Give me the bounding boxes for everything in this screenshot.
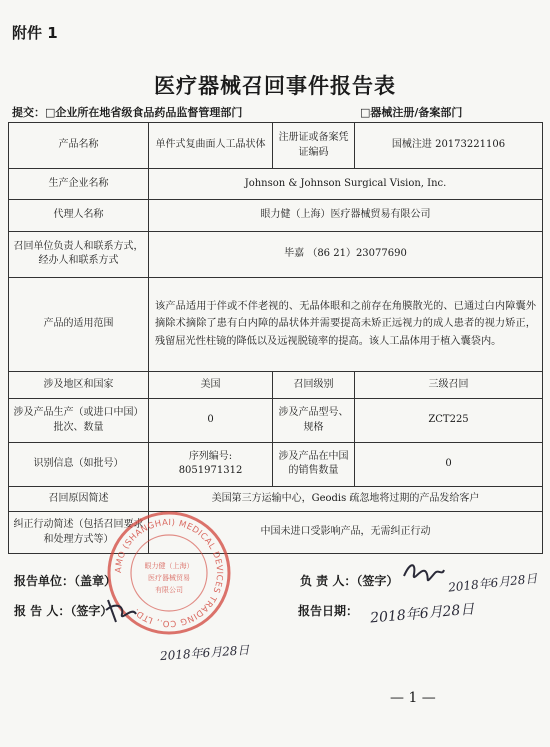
region-label: 涉及地区和国家 <box>9 371 149 398</box>
reporter-signature <box>102 592 142 628</box>
serial-label: 序列编号: <box>188 450 233 462</box>
report-date-handwritten: 2018年6月28日 <box>369 601 475 627</box>
product-name-value: 单件式复曲面人工晶状体 <box>149 123 273 169</box>
agent-label: 代理人名称 <box>9 200 149 231</box>
reporter-label: 报 告 人：（签字） <box>14 604 113 618</box>
reporter-signature-date: 2018年6月28日 <box>159 642 250 664</box>
scope-value: 该产品适用于伴或不伴老视的、无晶体眼和之前存在角膜散光的、已通过白内障囊外摘除术摘除了患有白内障的晶状体并需要提高未矫正远视力的成人患者的视力矫正，残留屈光性柱镜的降低以及远视脱镜率的提高。该人工晶体用于植入囊袋内。 <box>149 277 543 371</box>
registration-value: 国械注进 20173221106 <box>355 123 543 169</box>
responsible-signature <box>400 556 448 592</box>
batch-value: 0 <box>149 399 273 443</box>
submit-to-provincial-checkbox[interactable]: 提交：□企业所在地省级食品药品监督管理部门 <box>12 106 243 119</box>
responsible-signature-date: 2018年6月28日 <box>447 571 538 595</box>
svg-text:眼力健（上海）: 眼力健（上海） <box>144 562 194 570</box>
reporting-unit-label: 报告单位：（盖章） <box>14 574 117 588</box>
manufacturer-value: Johnson & Johnson Surgical Vision, Inc. <box>149 169 543 200</box>
recall-report-table <box>8 122 543 554</box>
corrective-action-value: 中国未进口受影响产品，无需纠正行动 <box>149 512 543 554</box>
contact-label: 召回单位负责人和联系方式，经办人和联系方式 <box>9 231 149 277</box>
id-info-label: 识别信息（如批号） <box>9 443 149 487</box>
recall-level-value: 三级召回 <box>355 371 543 398</box>
china-sales-value: 0 <box>355 443 543 487</box>
agent-value: 眼力健（上海）医疗器械贸易有限公司 <box>149 200 543 231</box>
submit-to-registration-checkbox[interactable]: □器械注册/备案部门 <box>360 106 463 119</box>
page-number: — 1 — <box>390 690 436 706</box>
serial-cell <box>149 443 273 487</box>
attachment-label: 附件 1 <box>12 24 58 42</box>
model-value: ZCT225 <box>355 399 543 443</box>
recall-level-label: 召回级别 <box>273 371 355 398</box>
china-sales-label: 涉及产品在中国的销售数量 <box>273 443 355 487</box>
svg-text:医疗器械贸易: 医疗器械贸易 <box>148 574 190 582</box>
manufacturer-label: 生产企业名称 <box>9 169 149 200</box>
reason-value: 美国第三方运输中心，Geodis 疏忽地将过期的产品发给客户 <box>149 486 543 511</box>
serial-value: 8051971312 <box>178 465 243 477</box>
reason-label: 召回原因简述 <box>9 486 149 511</box>
product-name-label: 产品名称 <box>9 123 149 169</box>
responsible-person-label: 负 责 人：（签字） <box>300 574 399 588</box>
page-title: 医疗器械召回事件报告表 <box>154 74 396 98</box>
svg-text:有限公司: 有限公司 <box>155 586 183 594</box>
registration-label: 注册证或备案凭证编码 <box>273 123 355 169</box>
contact-value: 毕嘉 （86 21）23077690 <box>149 231 543 277</box>
corrective-action-label: 纠正行动简述（包括召回要求和处理方式等） <box>9 512 149 554</box>
report-date-label: 报告日期： <box>298 604 359 618</box>
scope-label: 产品的适用范围 <box>9 277 149 371</box>
model-label: 涉及产品型号、规格 <box>273 399 355 443</box>
region-value: 美国 <box>149 371 273 398</box>
batch-label: 涉及产品生产（或进口中国）批次、数量 <box>9 399 149 443</box>
svg-text:AMO (SHANGHAI) MEDICAL DEVICES: AMO (SHANGHAI) MEDICAL DEVICES TRADING CO., LTD. <box>113 517 225 629</box>
